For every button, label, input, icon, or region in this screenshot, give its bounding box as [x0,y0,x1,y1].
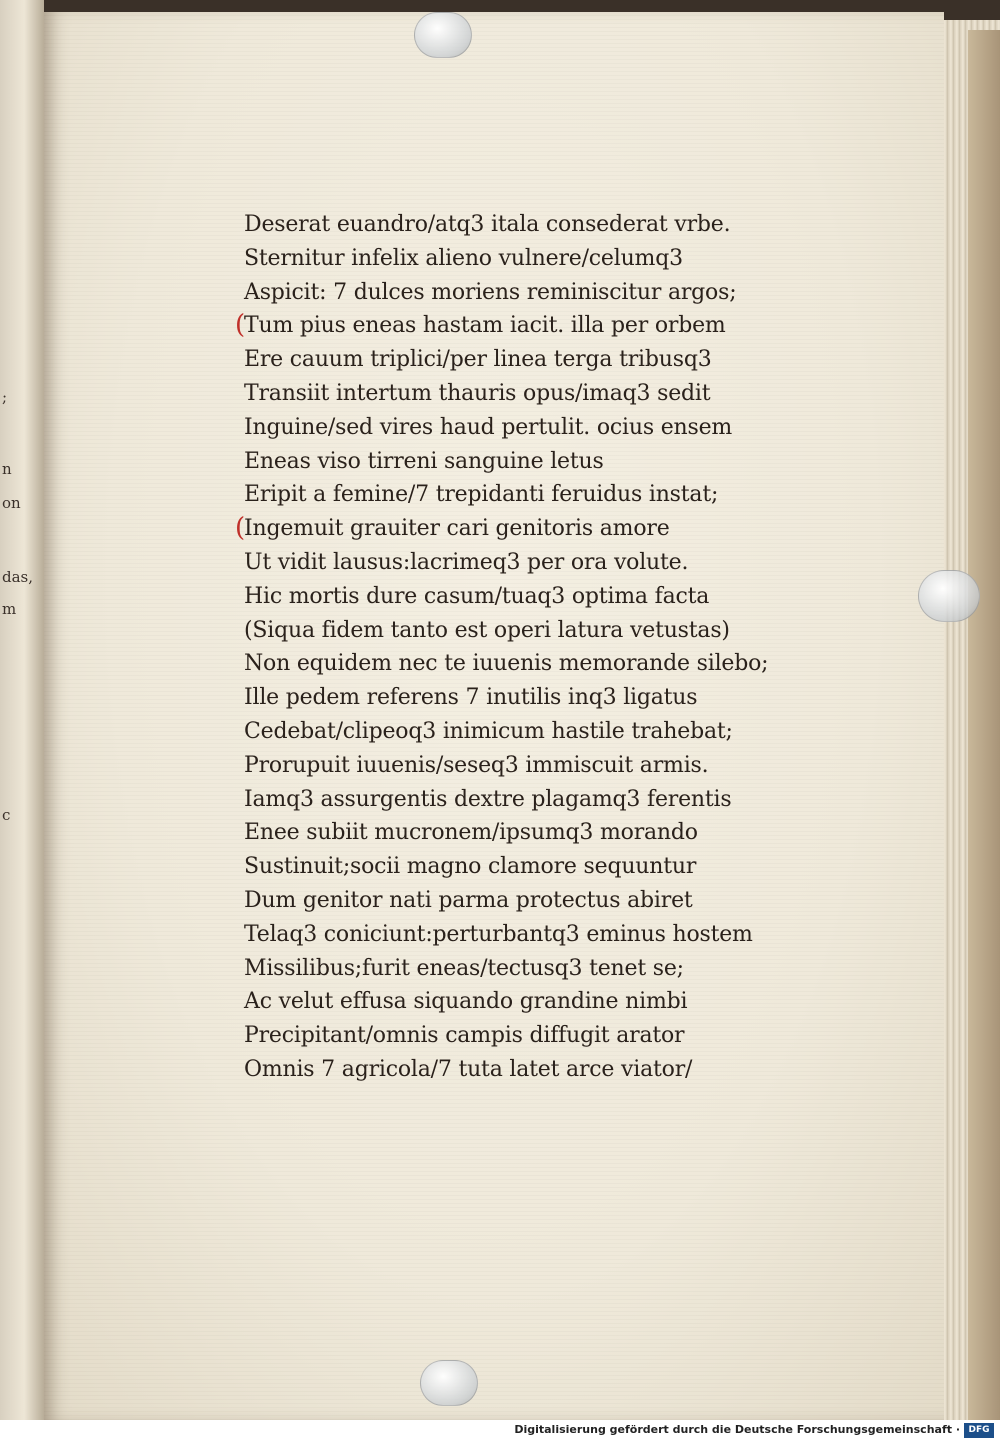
text-line: Enee subiit mucronem/ipsumq3 morando [244,820,698,846]
dfg-logo: DFG [964,1423,994,1438]
left-page-fragment: ; [2,388,8,406]
text-line: Non equidem nec te iuuenis memorande silebo; [244,651,769,677]
page-clip-bottom [420,1360,478,1406]
left-page-fragment: on [2,494,21,512]
page-clip-right [918,570,980,622]
text-line: Omnis 7 agricola/7 tuta latet arce viator/ [244,1056,693,1082]
page-clip-top [414,12,472,58]
text-line: (Siqua fidem tanto est operi latura vetustas) [244,617,730,643]
text-line: Missilibus;furit eneas/tectusq3 tenet se; [244,955,684,981]
text-line: Eneas viso tirreni sanguine letus [244,448,604,474]
left-page-fragment: c [2,806,11,824]
left-page-edge [0,0,44,1420]
text-line: Cedebat/clipeoq3 inimicum hastile trahebat; [244,718,733,744]
left-page-fragment: das, [2,568,34,586]
text-line: Sustinuit;socii magno clamore sequuntur [244,854,697,880]
text-line: Transiit intertum thauris opus/imaq3 sedit [244,380,711,406]
text-line: Dum genitor nati parma protectus abiret [244,887,693,913]
book-page [44,12,944,1420]
text-line: Hic mortis dure casum/tuaq3 optima facta [244,583,710,609]
text-line: Inguine/sed vires haud pertulit. ocius ensem [244,414,733,440]
text-line: Ere cauum triplici/per linea terga tribusq3 [244,347,712,373]
text-line: Ille pedem referens 7 inutilis inq3 ligatus [244,685,698,711]
text-line: Precipitant/omnis campis diffugit arator [244,1023,685,1049]
book-cover-edge [968,30,1000,1420]
text-line: Ac velut effusa siquando grandine nimbi [244,989,688,1015]
text-block [235,208,804,1087]
text-line: Telaq3 coniciunt:perturbantq3 eminus hostem [244,921,753,947]
text-line: Sternitur infelix alieno vulnere/celumq3 [244,245,683,271]
text-line: Aspicit: 7 dulces moriens reminiscitur argos; [244,279,737,305]
left-page-fragment: n [2,460,12,478]
text-line: Ut vidit lausus:lacrimeq3 per ora volute. [244,549,689,575]
funding-notice: Digitalisierung gefördert durch die Deutsche Forschungsgemeinschaft · [514,1423,960,1436]
rubric-mark: ( [235,513,245,544]
text-line: ( Ingemuit grauiter cari genitoris amore [244,512,804,546]
text-line: Eripit a femine/7 trepidanti feruidus instat; [244,482,719,508]
text-line: Deserat euandro/atq3 itala consederat vrbe. [244,212,731,237]
text-line: Iamq3 assurgentis dextre plagamq3 ferentis [244,786,732,812]
left-page-fragment: m [2,600,17,618]
text-line: ( Tum pius eneas hastam iacit. illa per orbem [244,309,804,343]
footer-bar [0,1420,1000,1442]
rubric-mark: ( [235,310,245,341]
text-line: Prorupuit iuuenis/seseq3 immiscuit armis. [244,752,709,778]
